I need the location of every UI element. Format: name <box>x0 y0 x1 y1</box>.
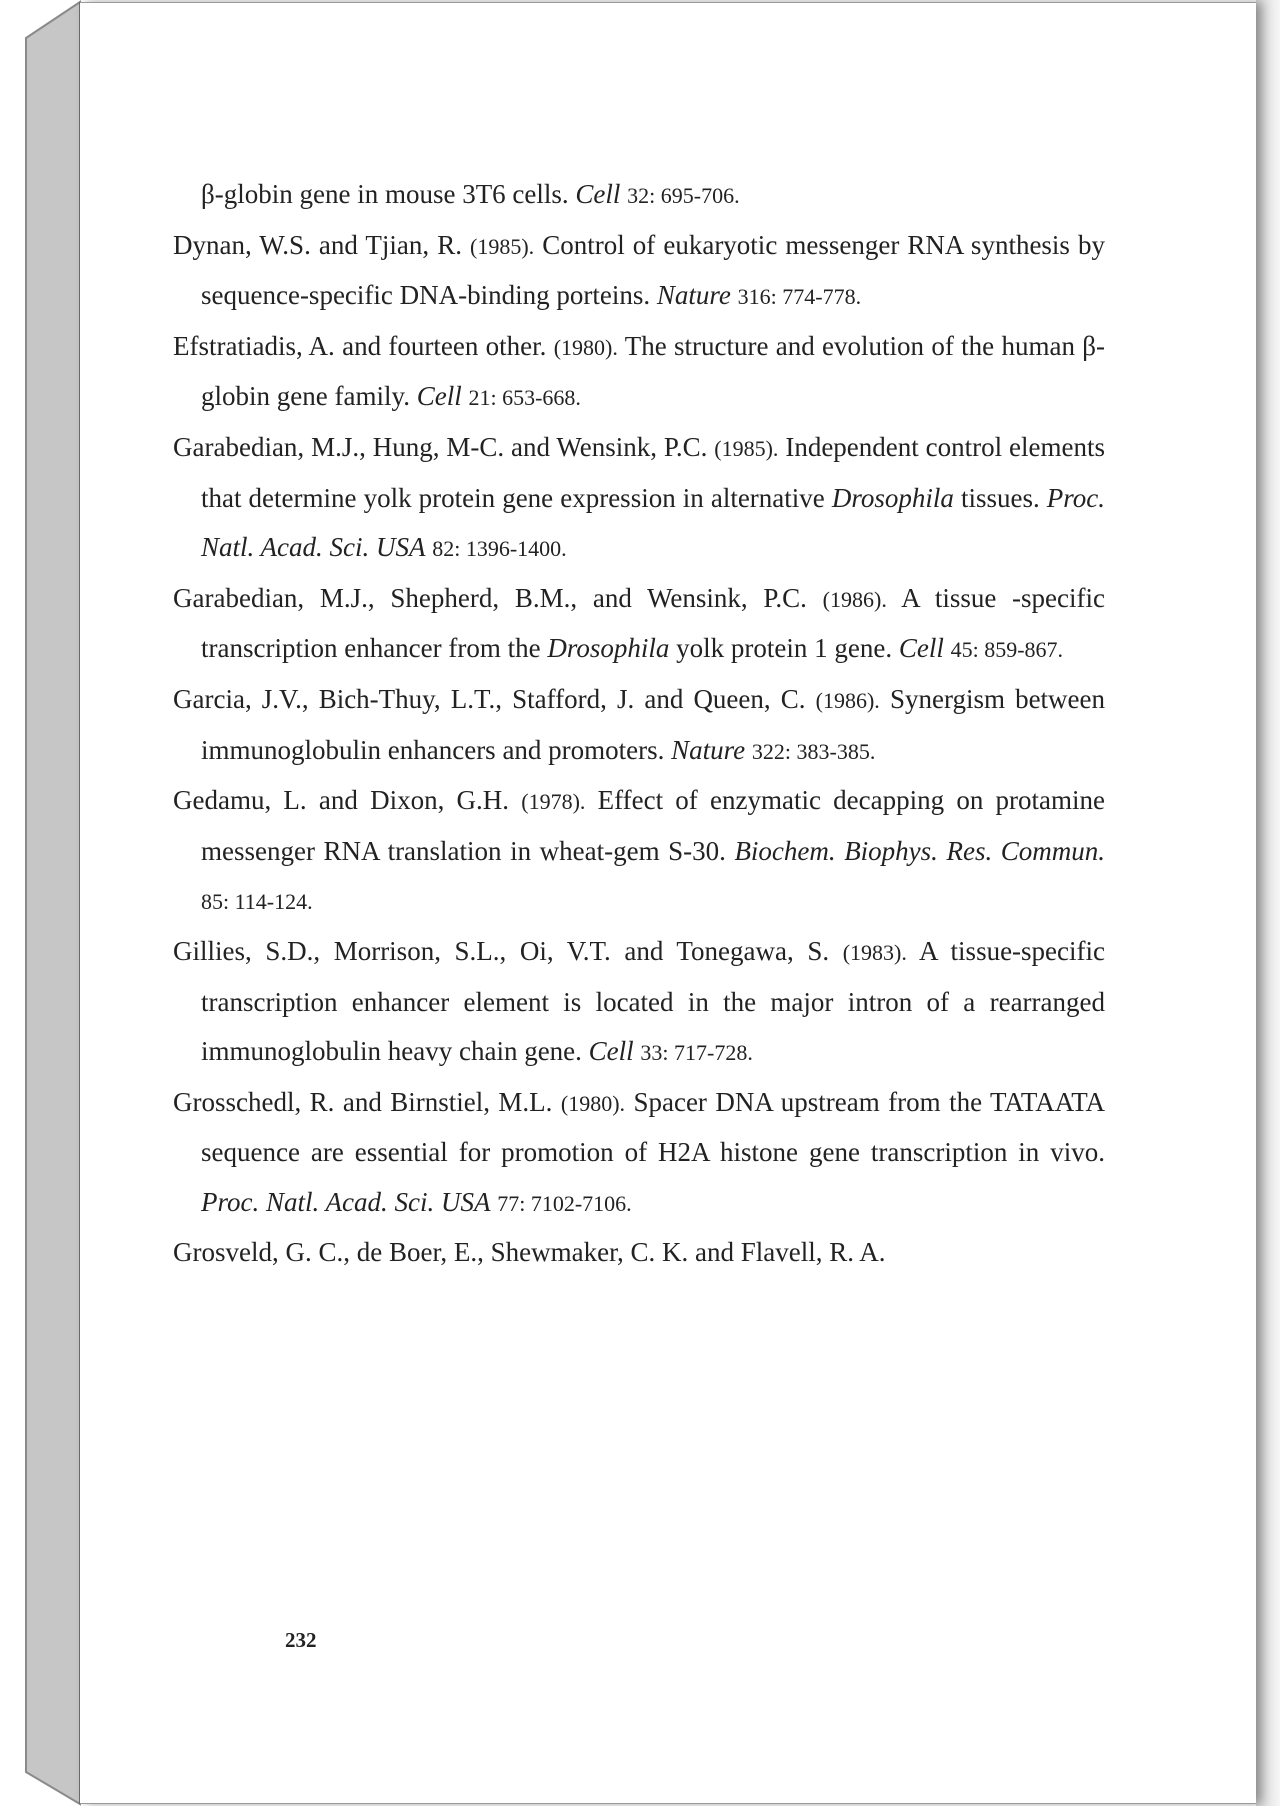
reference-entry: β-globin gene in mouse 3T6 cells. Cell 32: 695-706. <box>201 179 740 209</box>
page-right-edge <box>1256 0 1280 1806</box>
reference-entry: Garabedian, M.J., Hung, M-C. and Wensink, P.C. (1985). Independent control elements that determine yolk protein gene expression in alternative Drosophila tissues. Proc. Natl. Acad. Sci. USA 82: 1396-1400. <box>173 431 1106 563</box>
page-number: 232 <box>285 1628 317 1652</box>
book-spine <box>0 0 82 1806</box>
reference-entry: Efstratiadis, A. and fourteen other. (1980). The structure and evolution of the human β-globin gene family. Cell 21: 653-668. <box>173 330 1105 412</box>
reference-entry: Grosveld, G. C., de Boer, E., Shewmaker, C. K. and Flavell, R. A. <box>173 1237 886 1268</box>
reference-entry: Gillies, S.D., Morrison, S.L., Oi, V.T. and Tonegawa, S. (1983). A tissue-specific transcription enhancer element is located in the major intron of a rearranged immunoglobulin heavy chain gene. Cell 33: 717-728. <box>173 935 1105 1067</box>
reference-list <box>173 170 1105 1278</box>
reference-entry: Garabedian, M.J., Shepherd, B.M., and Wensink, P.C. (1986). A tissue -specific transcription enhancer from the Drosophila yolk protein 1 gene. Cell 45: 859-867. <box>173 582 1105 664</box>
reference-entry: Garcia, J.V., Bich-Thuy, L.T., Stafford, J. and Queen, C. (1986). Synergism between immunoglobulin enhancers and promoters. Nature 322: 383-385. <box>173 683 1106 765</box>
reference-entry: Gedamu, L. and Dixon, G.H. (1978). Effect of enzymatic decapping on protamine messenger RNA translation in wheat-gem S-30. Biochem. Biophys. Res. Commun. 85: 114-124. <box>173 785 1106 915</box>
reference-entry: Dynan, W.S. and Tjian, R. (1985). Control of eukaryotic messenger RNA synthesis by sequence-specific DNA-binding porteins. Nature 316: 774-778. <box>173 229 1105 311</box>
reference-entry: Grosschedl, R. and Birnstiel, M.L. (1980). Spacer DNA upstream from the TATAATA sequence are essential for promotion of H2A histone gene transcription in vivo. Proc. Natl. Acad. Sci. USA 77: 7102-7106. <box>173 1086 1106 1217</box>
